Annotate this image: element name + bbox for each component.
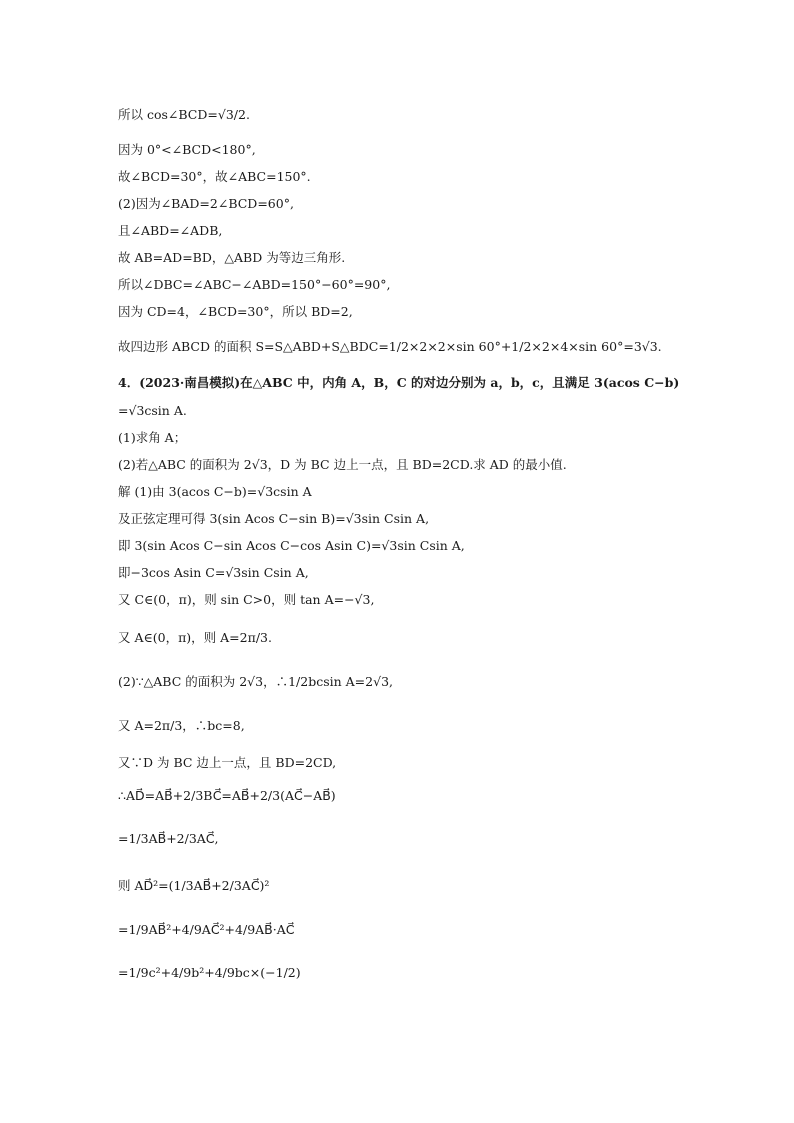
text-line: 又 A=2π/3，∴bc=8, xyxy=(118,718,245,733)
text-line: 故∠BCD=30°，故∠ABC=150°. xyxy=(118,169,311,184)
text-line: 则 AD⃗²=(1/3AB⃗+2/3AC⃗)² xyxy=(118,878,270,893)
text-line: (2)若△ABC 的面积为 2√3，D 为 BC 边上一点，且 BD=2CD.求 AD 的最小值. xyxy=(118,457,567,472)
text-line: (2)∵△ABC 的面积为 2√3，∴1/2bcsin A=2√3, xyxy=(118,674,394,689)
text-line: 即 3(sin Acos C−sin Acos C−cos Asin C)=√3sin Csin A, xyxy=(118,538,465,553)
text-line: 因为 0°<∠BCD<180°, xyxy=(118,142,256,157)
text-line: 且∠ABD=∠ADB, xyxy=(118,223,223,238)
text-line: 又 A∈(0，π)，则 A=2π/3. xyxy=(118,630,272,645)
text-line: (1)求角 A； xyxy=(118,430,187,445)
text-line: 又 C∈(0，π)，则 sin C>0，则 tan A=−√3, xyxy=(118,592,375,607)
text-line: ∴AD⃗=AB⃗+2/3BC⃗=AB⃗+2/3(AC⃗−AB⃗) xyxy=(118,788,336,803)
text-line: 故 AB=AD=BD，△ABD 为等边三角形. xyxy=(118,250,346,265)
problem-header: 4．(2023·南昌模拟)在△ABC 中，内角 A，B，C 的对边分别为 a，b，c，且满足 3(acos C−b) xyxy=(118,375,680,390)
solution-start: 解 (1)由 3(acos C−b)=√3csin A xyxy=(118,484,312,499)
text-line: 所以∠DBC=∠ABC−∠ABD=150°−60°=90°, xyxy=(118,277,391,292)
text-line: =1/3AB⃗+2/3AC⃗, xyxy=(118,831,219,846)
text-line: 所以 cos∠BCD=√3/2. xyxy=(118,107,250,122)
text-line: =1/9AB⃗²+4/9AC⃗²+4/9AB⃗·AC⃗ xyxy=(118,922,295,937)
text-line: 故四边形 ABCD 的面积 S=S△ABD+S△BDC=1/2×2×2×sin 60°+1/2×2×4×sin 60°=3√3. xyxy=(118,339,662,354)
text-line: 因为 CD=4，∠BCD=30°，所以 BD=2, xyxy=(118,304,353,319)
text-line: =√3csin A. xyxy=(118,403,187,418)
text-line: 及正弦定理可得 3(sin Acos C−sin B)=√3sin Csin A, xyxy=(118,511,430,526)
text-line: (2)因为∠BAD=2∠BCD=60°, xyxy=(118,196,294,211)
text-line: 即−3cos Asin C=√3sin Csin A, xyxy=(118,565,309,580)
text-line: 又∵D 为 BC 边上一点，且 BD=2CD, xyxy=(118,755,337,770)
text-line: =1/9c²+4/9b²+4/9bc×(−1/2) xyxy=(118,965,301,980)
